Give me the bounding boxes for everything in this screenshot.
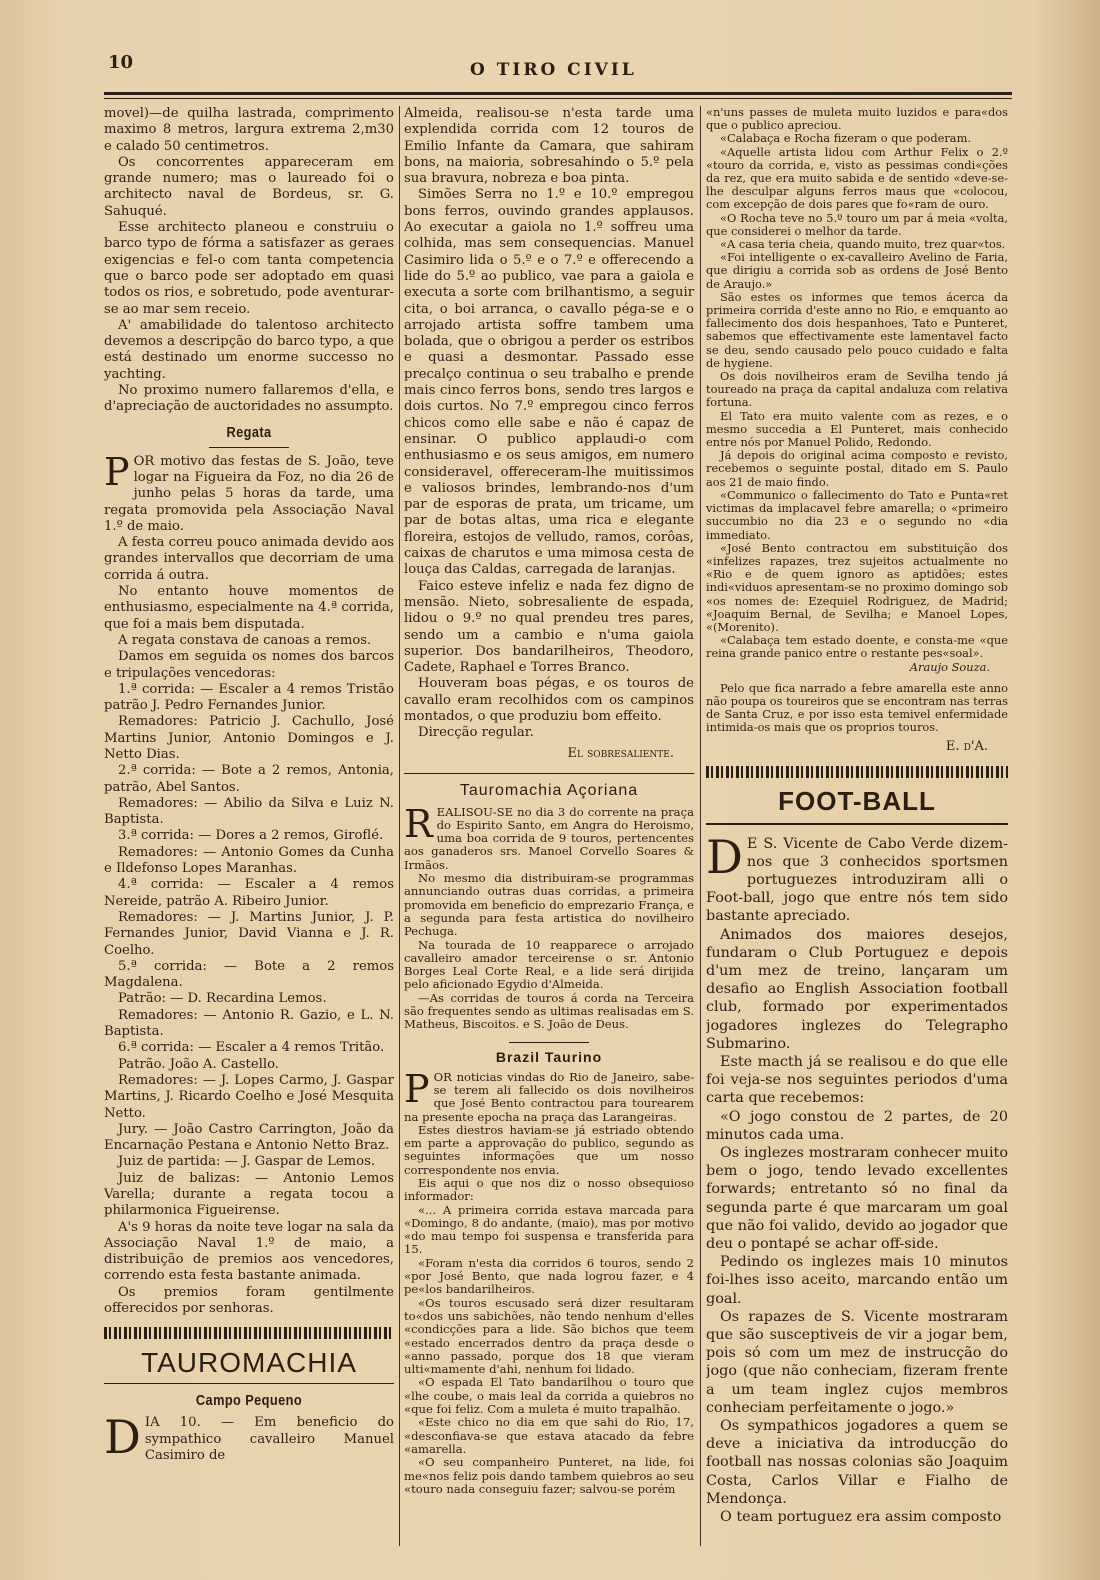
paragraph: Pedindo os inglezes mais 10 minutos foi-lhes isso aceito, marcando então um goal. (706, 1254, 1008, 1307)
header-rule-thin (104, 98, 1012, 99)
paragraph: Remadores: — J. Lopes Carmo, J. Gaspar Martins, J. Ricardo Coelho e José Mesquita Netto. (104, 1072, 394, 1121)
paragraph: «Calabaça e Rocha fizeram o que poderam. (720, 131, 972, 146)
header-rule (104, 92, 1012, 95)
paragraph: Na tourada de 10 reapparece o arrojado cavalleiro amador terceirense o sr. Antonio Borges Leal Corte Real, e a lide será dirijida pelo aficionado Egydio d'Almeida. (404, 937, 694, 992)
paragraph: Estes diestros haviam-se já estriado obtendo em parte a approvação do publico, segundo as seguintes informações que um nosso correspondente nos envia. (404, 1122, 694, 1177)
page-number: 10 (108, 52, 134, 73)
quoted-signature: Araujo Souza. (909, 659, 990, 674)
regata-article (104, 449, 394, 1318)
lead-text: IA 10. — Em beneficio do sympathico cavalleiro Manuel Casimiro de (144, 1415, 394, 1463)
paragraph: Simões Serra no 1.º e 10.º empregou bons ferros, ouvindo grandes applausos. Ao executar a gaiola no 1.º soffreu uma colhida, mas sem consequencias. Manuel Casimiro lida o 5.º e o 7.º e offerecendo a lide do 5.º ao publico, vae para a gaiola e executa a sorte com brilhantismo, a seguir cita, o boi arranca, o cavallo péga-se e o arrojado artista soffre tambem uma bolada, que o obrigou a perder os estribos e quasi a desmontar. Passado esse precalço continua o seu trabalho e prende mais cinco ferros bons, sendo tres largos e dois curtos. No 7.º empregou cinco ferros chicos como elle sabe e não é capaz de ensinar. O publico applaudi-o com enthusiasmo e os seus amigos, em numero consideravel, offereceram-lhe muitissimos e valiosos brindes, lembrando-nos d'um par de esporas de prata, um tricame, um par de botas altas, uma rica e elegante floreira, estojos de velludo, ramos, corôas, caixas de charutos e uma mimosa cesta de louça das Caldas, carregada de laranjas. (404, 187, 694, 578)
section-heading-brazil: Brazil Taurino (495, 1048, 603, 1065)
article-signature: E. d'A. (945, 738, 988, 754)
paragraph: 6.ª corrida: — Escaler a 4 remos Tritão. (118, 1040, 385, 1056)
column-2 (404, 106, 694, 1554)
paragraph: «O seu companheiro Punteret, na lide, foi me«nos feliz pois dando tambem quiebros ao seu «touro nada conseguiu fazer; salvou-se porém (404, 1455, 694, 1496)
column-1 (104, 106, 394, 1554)
column-divider-1 (399, 106, 400, 1546)
drop-cap: P (404, 1066, 430, 1111)
paragraph: Pelo que fica narrado a febre amarella este anno não poupa os toureiros que se encontram nas terras de Santa Cruz, e por isso esta temivel enfermidade intimida-os mais que os proprios touros. (706, 680, 1008, 735)
ornamental-divider (706, 766, 1008, 778)
paragraph: 3.ª corrida: — Dores a 2 remos, Giroflé. (118, 828, 384, 844)
paragraph: Os rapazes de S. Vicente mostraram que são susceptiveis de vir a jogar bem, pois só com um mez de instrucção do jogo (que não conheciam, fizeram frente a um team inglez cujos membros conheciam perfeitamente o jogo.» (706, 1308, 1008, 1416)
paragraph: A' amabilidade do talentoso architecto devemos a descripção do barco typo, a que está destinado um enorme successo no yachting. (104, 317, 394, 382)
paragraph: Juiz de balizas: — Antonio Lemos Varella; durante a regata tocou a philarmonica Figueirense. (104, 1170, 394, 1219)
lead-text: EALISOU-SE no dia 3 do corrente na praça do Espirito Santo, em Angra do Heroismo, uma boa corrida de 9 touros, pertencentes aos ganaderos srs. Manoel Corvello Soares & Irmãos. (404, 804, 694, 872)
paragraph: Os premios foram gentilmente offerecidos por senhoras. (104, 1284, 394, 1317)
brazil-article (404, 1066, 694, 1497)
lead-text: E S. Vicente de Cabo Verde dizem-nos que 3 conhecidos sportsmen portuguezes introduziram alli o Foot-ball, jogo que entre nós tem sido bastante apreciado. (706, 835, 1008, 925)
section-heading-football: FOOT-BALL (778, 785, 936, 816)
paragraph: Remadores: — J. Martins Junior, J. P. Fernandes Junior, David Vianna e J. R. Coelho. (104, 909, 394, 958)
paragraph: Já depois do original acima composto e revisto, recebemos o seguinte postal, ditado em S. Paulo aos 21 de maio findo. (706, 448, 1008, 489)
paragraph: No proximo numero fallaremos d'ella, e d'apreciação de auctoridades no assumpto. (104, 383, 394, 415)
paragraph: «O jogo constou de 2 partes, de 20 minutos cada uma. (706, 1108, 1008, 1143)
brazil-article-continued (706, 106, 1008, 754)
paragraph: A regata constava de canoas a remos. (118, 632, 372, 648)
lead-text: OR motivo das festas de S. João, teve logar na Figueira da Foz, no dia 26 de junho pelas 5 horas da tarde, uma regata promovida pela Associação Naval 1.º de maio. (104, 453, 394, 534)
drop-cap: R (404, 801, 433, 846)
paragraph: «O espada El Tato bandarilhou o touro que «lhe coube, o mais leal da corrida a quiebros no «que foi feliz. Com a muleta é muito trapalhão. (404, 1375, 694, 1417)
newspaper-title: O TIRO CIVIL (470, 60, 637, 80)
drop-cap: D (706, 829, 743, 884)
ornamental-divider (104, 1327, 394, 1339)
paragraph: A's 9 horas da noite teve logar na sala da Associação Naval 1.º de maio, a distribuição de premios aos vencedores, correndo esta festa bastante animada. (104, 1219, 394, 1284)
paragraph: Este macth já se realisou e do que elle foi veja-se nos seguintes periodos d'uma carta que recebemos: (706, 1053, 1008, 1107)
column-divider-2 (700, 106, 701, 1546)
column-3 (706, 106, 1008, 1554)
paragraph: movel)—de quilha lastrada, comprimento maximo 8 metros, largura extrema 2,m30 e calado 50 centimetros. (104, 106, 394, 154)
paragraph: Os sympathicos jogadores a quem se deve a iniciativa da introducção do football nas nossas colonias são Joaquim Costa, Carlos Villar e Fialho de Mendonça. (706, 1418, 1008, 1507)
paragraph: Remadores: — Antonio Gomes da Cunha e Ildefonso Lopes Maranhas. (104, 844, 394, 877)
paragraph: Faico esteve infeliz e nada fez digno de mensão. Nieto, sobresaliente de espada, lidou o 9.º no qual prendeu tres pares, sendo um a cambio e n'uma gaiola superior. Dos bandarilheiros, Theodoro, Cadete, Raphael e Torres Branco. (404, 578, 694, 676)
paragraph: «A casa teria cheia, quando muito, trez quar«tos. (720, 237, 1006, 252)
paragraph: «... A primeira corrida estava marcada para «Domingo, 8 do andante, (maio), mas por motivo «do mau tempo foi suspensa e transferida para 15. (404, 1202, 694, 1257)
paragraph: 5.ª corrida: — Bote a 2 remos Magdalena. (104, 958, 394, 991)
tauromachia-lead (104, 1410, 394, 1465)
lead-text: OR noticias vindas do Rio de Janeiro, sabe-se terem ali fallecido os dois novilheiros que José Bento contractou para tourearem na presente epocha na praça das Larangeiras. (404, 1069, 694, 1124)
drop-cap: D (104, 1410, 141, 1465)
paragraph: No mesmo dia distribuiram-se programmas annunciando outras duas corridas, a primeira promovida em beneficio do emprezario França, e a segunda para festa artistica do novilheiro Pechuga. (404, 871, 694, 939)
paragraph: Remadores: Patricio J. Cachullo, José Martins Junior, Antonio Domingos e J. Netto Dias. (104, 714, 394, 762)
paragraph: Direcção regular. (418, 725, 534, 741)
paragraph: Patrão. João A. Castello. (118, 1056, 279, 1072)
paragraph: «Foram n'esta dia corridos 6 touros, sendo 2 «por José Bento, que nada logrou fazer, e 4 pe«los bandarilheiros. (404, 1255, 694, 1297)
heading-rule (209, 447, 289, 448)
paragraph: Os dois novilheiros eram de Sevilha tendo já toureado na praça da capital andaluza com relativa fortuna. (706, 369, 1008, 410)
paragraph: Remadores: — Abilio da Silva e Luiz N. Baptista. (104, 795, 394, 828)
section-rule (404, 773, 694, 774)
paragraph: Damos em seguida os nomes dos barcos e tripulações vencedoras: (104, 649, 394, 681)
paragraph: «Foi intelligente o ex-cavalleiro Avelino de Faria, que dirigiu a corrida sob as ordens de José Bento de Araujo.» (706, 250, 1008, 291)
paragraph: «Aquelle artista lidou com Arthur Felix o 2.º «touro da corrida, e, visto as pessimas condi«ções da rez, que era muito sabida e de sentido «deve-se-lhe desculpar alguns ferros maus que «colocou, com excepção de dois pares que fo«ram de ouro. (706, 144, 1008, 212)
paragraph: Juiz de partida: — J. Gaspar de Lemos. (118, 1154, 376, 1170)
subheading-campo-pequeno: Campo Pequeno (195, 1392, 303, 1410)
paragraph: «O Rocha teve no 5.º touro um par á meia «volta, que considerei o melhor da tarde. (706, 210, 1008, 238)
paragraph: «Os touros escusado será dizer resultaram to«dos uns sabichões, não tendo nenhum d'elles «condicções para a lide. São bichos que teem «estado encerrados dentro da praça desde o «anno passado, porque dos 18 que vieram ulti«mamente d'ahi, nenhum foi lidado. (404, 1295, 694, 1377)
section-heading-regata: Regata (226, 423, 272, 441)
section-heading-acoriana: Tauromachia Açoriana (459, 781, 639, 799)
paragraph: Almeida, realisou-se n'esta tarde uma explendida corrida com 12 touros de Emilio Infante da Camara, que sahiram bons, na maioria, sobresahindo o 5.º pela sua bravura, nobreza e boa pinta. (404, 106, 694, 187)
paragraph: «n'uns passes de muleta muito luzidos e para«dos que o publico apreciou. (706, 106, 1008, 133)
paragraph: «José Bento contractou em substituição dos «infelizes rapazes, trez sujeitos actualmente no «Rio e de quem ignoro as aptidões; estes indi«viduos apresentam-se no proximo domingo sob «os nomes de: Ezequiel Rodriguez, de Madrid; «Joaquim Bernal, de Sevilha; e Manoel Lopes, «(Morenito). (706, 540, 1008, 634)
paragraph: A festa correu pouco animada devido aos grandes intervallos que decorriam de uma corrida á outra. (104, 535, 394, 583)
paragraph: Animados dos maiores desejos, fundaram o Club Portuguez e depois d'um mez de treino, lançaram um desafio ao English Association football club, formado por experimentados jogadores inglezes do Telegrapho Submarino. (706, 926, 1008, 1052)
paragraph: O team portuguez era assim composto (720, 1509, 1002, 1526)
paragraph: 2.ª corrida: — Bote a 2 remos, Antonia, patrão, Abel Santos. (104, 763, 394, 795)
paragraph: Remadores: — Antonio R. Gazio, e L. N. Baptista. (104, 1007, 394, 1040)
heading-rule (104, 1383, 394, 1384)
section-heading-tauromachia: TAUROMACHIA (141, 1347, 357, 1379)
article-signature: El sobresaliente. (567, 745, 674, 761)
paragraph: El Tato era muito valente com as rezes, e o mesmo succedia a El Punteret, mais conhecido entre nós por Manuel Polido, Redondo. (706, 408, 1008, 450)
paragraph: 1.ª corrida: — Escaler a 4 remos Tristão patrão J. Pedro Fernandes Junior. (104, 681, 394, 714)
yacht-article (104, 106, 394, 416)
paragraph: «Calabaça tem estado doente, e consta-me «que reina grande panico entre o restante pes«soal». (706, 633, 1008, 661)
paragraph: Eis aqui o que nos diz o nosso obsequioso informador: (404, 1176, 694, 1204)
drop-cap: P (104, 449, 130, 494)
heading-rule (706, 823, 1008, 825)
football-article (706, 829, 1008, 1527)
acoriana-article (404, 801, 694, 1032)
paragraph: Os inglezes mostraram conhecer muito bem o jogo, tendo levado excellentes forwards; entretanto só no final da segunda parte é que marcaram um goal que não foi valido, devido ao jogador que deu o pontapé se achar off-side. (706, 1145, 1008, 1253)
campo-pequeno-article (404, 106, 694, 761)
paragraph: Patrão: — D. Recardina Lemos. (118, 991, 327, 1007)
section-rule (509, 1042, 589, 1043)
paragraph: «Este chico no dia em que sahi do Rio, 17, «desconfiava-se que estava atacado da febre «amarella. (404, 1415, 694, 1456)
paragraph: Esse architecto planeou e construiu o barco typo de fórma a satisfazer as geraes exigencias e fel-o com tanta competencia que o barco pode ser adoptado em quasi todos os rios, e sobretudo, pode aventurar-se ao mar sem receio. (104, 220, 394, 317)
paragraph: No entanto houve momentos de enthusiasmo, especialmente na 4.ª corrida, que foi a mais bem disputada. (104, 584, 394, 632)
paragraph: 4.ª corrida: — Escaler a 4 remos Nereide, patrão A. Ribeiro Junior. (104, 877, 394, 909)
paragraph: —As corridas de touros á corda na Terceira são frequentes sendo as ultimas realisadas em S. Matheus, Biscoitos. e S. João de Deus. (404, 990, 694, 1032)
paragraph: Os concorrentes appareceram em grande numero; mas o laureado foi o architecto naval de Bordeus, sr. G. Sahuqué. (104, 154, 394, 219)
paragraph: «Communico o fallecimento do Tato e Punta«ret victimas da implacavel febre amarella; o «primeiro succumbio no dia 23 e o segundo no «dia immediato. (706, 487, 1008, 542)
paragraph: Jury. — João Castro Carrington, João da Encarnação Pestana e Antonio Netto Braz. (104, 1121, 394, 1154)
paragraph: Houveram boas pégas, e os touros de cavallo eram recolhidos com os campinos montados, o que produziu bom effeito. (404, 676, 694, 724)
paragraph: São estes os informes que temos ácerca da primeira corrida d'este anno no Rio, e emquanto ao fallecimento dos dois hespanhoes, Tato e Punteret, sabemos que effectivamente este lamentavel facto se deu, sendo causado pelo pouco cuidado e falta de hygiene. (706, 289, 1008, 370)
